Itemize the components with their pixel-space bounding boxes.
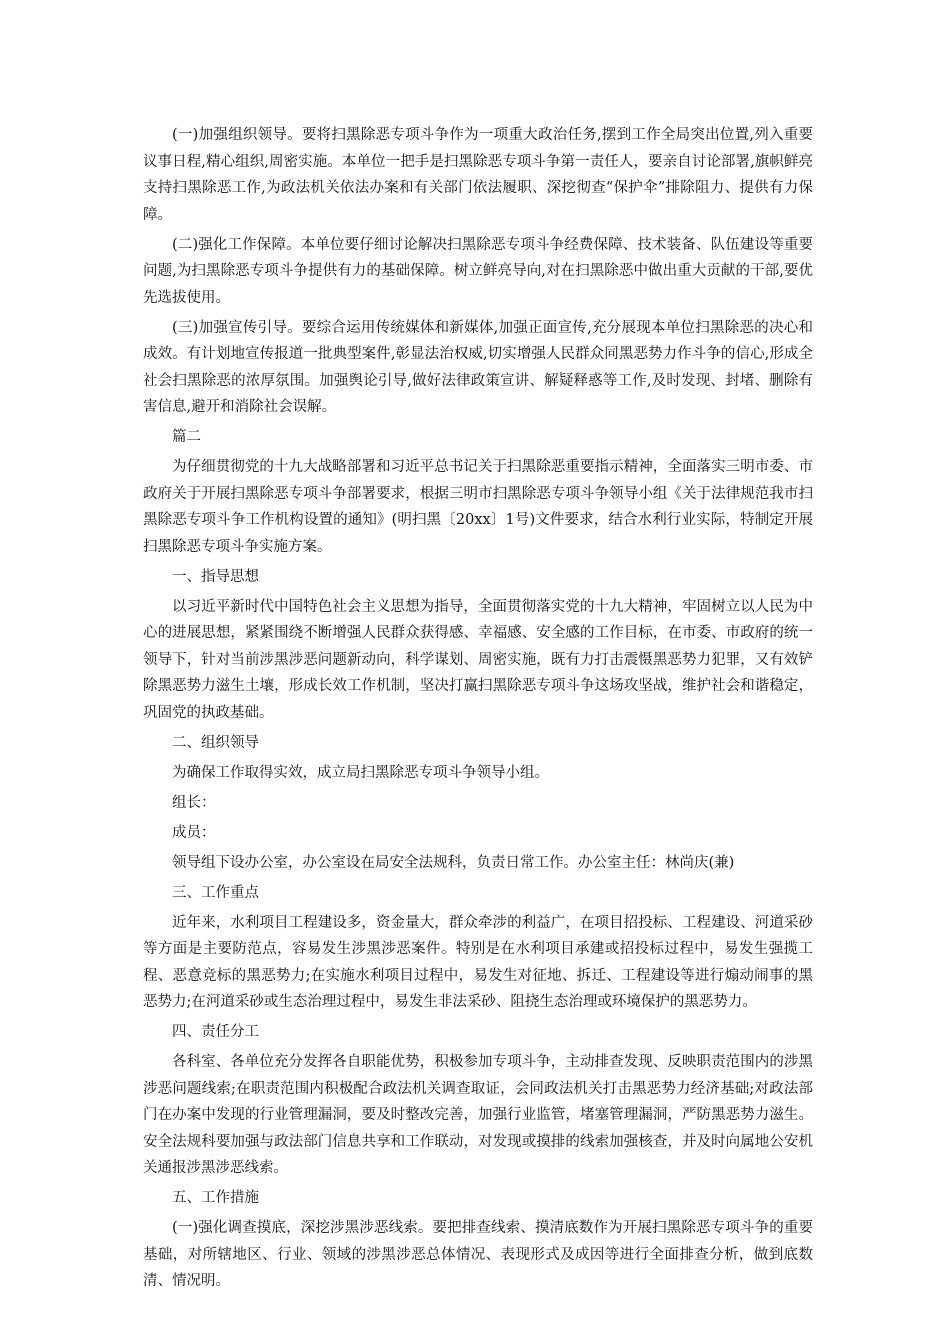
- paragraph-strengthen-leadership: (一)加强组织领导。要将扫黑除恶专项斗争作为一项重大政治任务,摆到工作全局突出位置,列入重要议事日程,精心组织,周密实施。本单位一把手是扫黑除恶专项斗争第一责任人，要亲自讨论部署,旗帜鲜亮支持扫黑除恶工作,为政法机关依法办案和有关部门依法履职、深挖彻查“保护伞”排除阻力、提供有力保障。: [143, 127, 813, 223]
- paragraph-office: 领导组下设办公室，办公室设在局安全法规科，负责日常工作。办公室主任：林尚庆(兼): [172, 854, 735, 871]
- paragraph-responsibilities: 各科室、各单位充分发挥各自职能优势，积极参加专项斗争，主动排查发现、反映职责范围内的涉黑涉恶问题线索;在职责范围内积极配合政法机关调查取证，会同政法机关打击黑恶势力经济基础;对政法部门在办案中发现的行业管理漏洞，要及时整改完善，加强行业监管，堵塞管理漏洞，严防黑恶势力滋生。安全法规科要加强与政法部门信息共享和工作联动，对发现或摸排的线索加强核查，并及时向属地公安机关通报涉黑涉恶线索。: [143, 1054, 813, 1176]
- section-heading-part-two: 篇二: [172, 429, 201, 445]
- section-heading-guiding-thought: 一、指导思想: [172, 568, 259, 585]
- paragraph-work-focus: 近年来，水利项目工程建设多，资金量大，群众牵涉的利益广，在项目招投标、工程建设、河道采砂等方面是主要防范点，容易发生涉黑涉恶案件。特别是在水利项目承建或招投标过程中，易发生强揽工程、恶意竞标的黑恶势力;在实施水利项目过程中，易发生对征地、拆迁、工程建设等进行煽动闹事的黑恶势力;在河道采砂或生态治理过程中，易发生非法采砂、阻挠生态治理或环境保护的黑恶势力。: [143, 914, 813, 1010]
- paragraph-publicity-guidance: (三)加强宣传引导。要综合运用传统媒体和新媒体,加强正面宣传,充分展现本单位扫黑除恶的决心和成效。有计划地宣传报道一批典型案件,彰显法治权威,切实增强人民群众同黑恶势力作斗争的信心,形成全社会扫黑除恶的浓厚氛围。加强舆论引导,做好法律政策宣讲、解疑释惑等工作,及时发现、封堵、删除有害信息,避开和消除社会误解。: [143, 319, 813, 415]
- paragraph-introduction: 为仔细贯彻党的十九大战略部署和习近平总书记关于扫黑除恶重要指示精神，全面落实三明市委、市政府关于开展扫黑除恶专项斗争部署要求，根据三明市扫黑除恶专项斗争领导小组《关于法律规范我市扫黑除恶专项斗争工作机构设置的通知》(明扫黑〔20xx〕1号)文件要求，结合水利行业实际，特制定开展扫黑除恶专项斗争实施方案。: [143, 459, 813, 555]
- paragraph-work-guarantee: (二)强化工作保障。本单位要仔细讨论解决扫黑除恶专项斗争经费保障、技术装备、队伍建设等重要问题,为扫黑除恶专项斗争提供有力的基础保障。树立鲜亮导向,对在扫黑除恶中做出重大贡献的干部,要优先选拔使用。: [143, 236, 813, 306]
- paragraph-leading-group: 为确保工作取得实效，成立局扫黑除恶专项斗争领导小组。: [172, 764, 549, 781]
- document-page: [143, 122, 813, 1298]
- paragraph-group-members: 成员：: [172, 824, 216, 841]
- section-heading-responsibilities: 四、责任分工: [172, 1024, 259, 1040]
- section-heading-work-measures: 五、工作措施: [172, 1190, 259, 1206]
- paragraph-group-leader: 组长：: [172, 794, 216, 811]
- paragraph-investigation: (一)强化调查摸底，深挖涉黑涉恶线索。要把排查线索、摸清底数作为开展扫黑除恶专项斗争的重要基础，对所辖地区、行业、领域的涉黑涉恶总体情况、表现形式及成因等进行全面排查分析，做到底数清、情况明。: [143, 1220, 813, 1289]
- section-heading-organization: 二、组织领导: [172, 734, 259, 751]
- section-heading-work-focus: 三、工作重点: [172, 884, 259, 901]
- paragraph-guiding-thought: 以习近平新时代中国特色社会主义思想为指导，全面贯彻落实党的十九大精神，牢固树立以人民为中心的进展思想，紧紧围绕不断增强人民群众获得感、幸福感、安全感的工作目标，在市委、市政府的统一领导下，针对当前涉黑涉恶问题新动向，科学谋划、周密实施，既有力打击震慑黑恶势力犯罪，又有效铲除黑恶势力滋生土壤，形成长效工作机制，坚决打赢扫黑除恶专项斗争这场攻坚战，维护社会和谐稳定，巩固党的执政基础。: [143, 598, 813, 721]
